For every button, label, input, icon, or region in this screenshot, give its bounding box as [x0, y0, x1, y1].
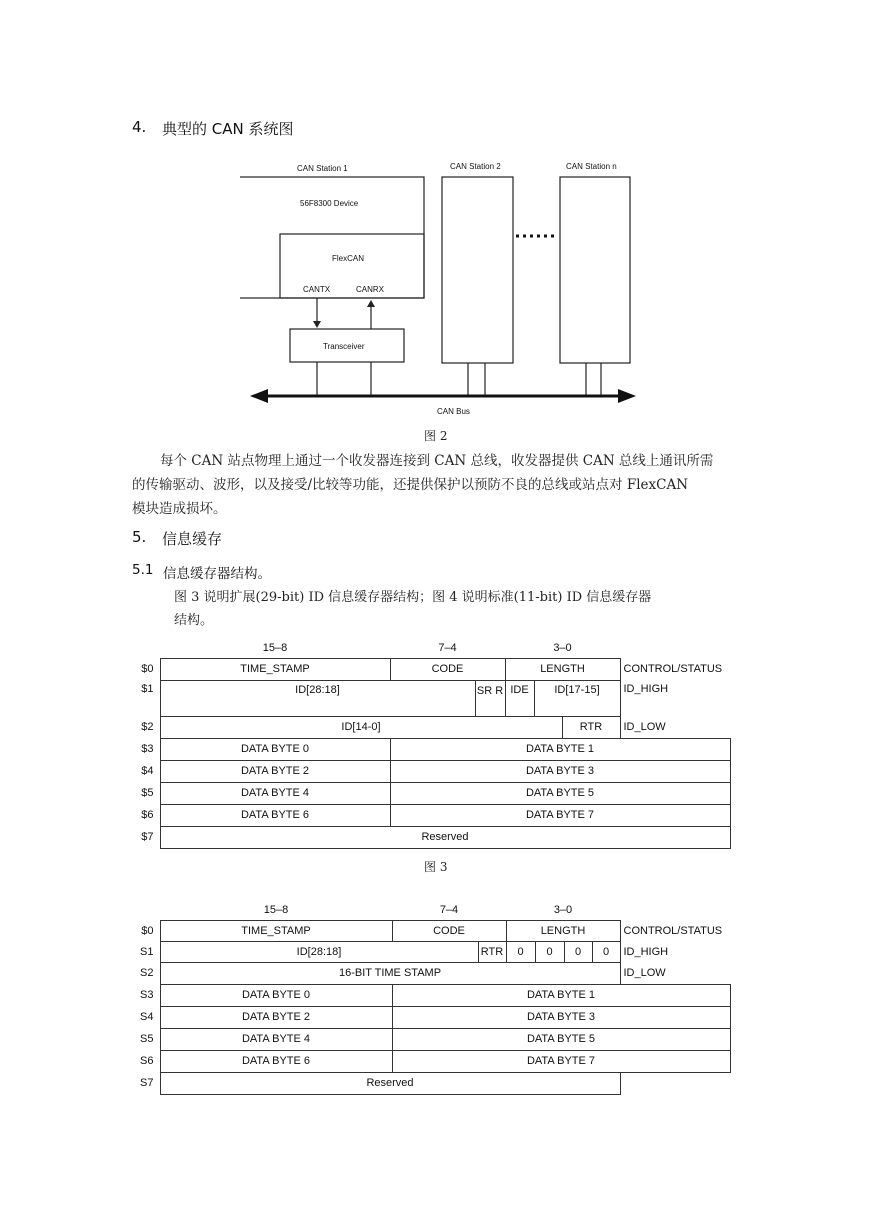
table-row [120, 1006, 731, 1028]
figure-3-caption: 图 3 [424, 860, 448, 874]
data-byte-cell: DATA BYTE 0 [160, 738, 390, 760]
row-label: CONTROL/STATUS [623, 663, 723, 675]
row-address: S3 [140, 989, 154, 1001]
table-row [120, 658, 731, 680]
id-17-15-cell: ID[17-15] [534, 680, 620, 716]
section-5-1-desc-line-1: 图 3 说明扩展(29-bit) ID 信息缓存器结构；图 4 说明标准(11-bit) ID 信息缓存器 [174, 590, 652, 605]
reserved-cell: Reserved [160, 1072, 620, 1094]
table-row [120, 716, 731, 738]
row-address: S2 [140, 967, 154, 979]
row-address: $6 [141, 809, 154, 821]
data-byte-cell: DATA BYTE 6 [160, 1050, 392, 1072]
code-cell: CODE [390, 658, 505, 680]
station1-label: CAN Station 1 [297, 164, 348, 173]
id-high-cell: ID[28:18] [160, 680, 475, 716]
header-15-8: 15–8 [262, 641, 288, 654]
cantx-label: CANTX [303, 285, 331, 294]
data-byte-cell: DATA BYTE 3 [390, 760, 730, 782]
row-label: ID_HIGH [623, 945, 669, 958]
data-byte-cell: DATA BYTE 4 [160, 1028, 392, 1050]
row-address: S1 [140, 945, 154, 958]
code-cell: CODE [392, 920, 506, 941]
section-4-number: 4. [132, 118, 147, 136]
section-5-1-title: 信息缓存器结构。 [163, 566, 271, 582]
bit-header-row [120, 638, 731, 658]
table-row [120, 920, 731, 941]
data-byte-cell: DATA BYTE 0 [160, 984, 392, 1006]
bus-label: CAN Bus [437, 407, 470, 416]
table-row [120, 1072, 731, 1094]
row-address: $5 [141, 787, 154, 799]
data-byte-cell: DATA BYTE 3 [392, 1006, 730, 1028]
canrx-arrow-icon [367, 300, 375, 307]
table-row [120, 826, 731, 848]
table-row [120, 941, 731, 962]
id-low-cell: ID[14-0] [160, 716, 562, 738]
paragraph-line-3: 模块造成损坏。 [132, 501, 227, 517]
row-address: $0 [141, 924, 154, 937]
id-high-cell: ID[28:18] [160, 941, 478, 962]
srr-cell: SR R [475, 680, 505, 716]
cantx-arrow-icon [313, 321, 321, 328]
section-5-1-number: 5.1 [132, 562, 154, 578]
row-address: $7 [141, 831, 154, 843]
canrx-label: CANRX [356, 285, 385, 294]
row-label: CONTROL/STATUS [623, 924, 723, 937]
row-address: $4 [141, 765, 154, 777]
data-byte-cell: DATA BYTE 4 [160, 782, 390, 804]
device-box [240, 177, 424, 298]
row-address: $1 [141, 683, 154, 695]
row-address: S5 [140, 1033, 154, 1045]
bit-header-row [120, 900, 731, 920]
data-byte-cell: DATA BYTE 6 [160, 804, 390, 826]
header-7-4: 7–4 [439, 903, 459, 916]
section-5-title: 信息缓存 [162, 530, 223, 548]
table-row [120, 984, 731, 1006]
row-address: S7 [140, 1077, 154, 1089]
flexcan-box [280, 234, 424, 298]
rtr-cell: RTR [562, 716, 620, 738]
table-row [120, 1028, 731, 1050]
data-byte-cell: DATA BYTE 1 [392, 984, 730, 1006]
rtr-cell: RTR [478, 941, 506, 962]
time-stamp-cell: TIME_STAMP [160, 658, 390, 680]
stationn-label: CAN Station n [566, 162, 617, 171]
row-address: $2 [141, 721, 154, 733]
bus-left-arrow-icon [250, 389, 268, 403]
paragraph-line-1: 每个 CAN 站点物理上通过一个收发器连接到 CAN 总线，收发器提供 CAN 总线上通讯所需 [160, 453, 714, 469]
header-15-8: 15–8 [263, 903, 289, 916]
zero-bit-cell: 0 [535, 941, 564, 962]
time-stamp-16bit-cell: 16-BIT TIME STAMP [160, 962, 620, 984]
row-label: ID_LOW [623, 720, 666, 733]
device-label: 56F8300 Device [300, 199, 359, 208]
table-row [120, 680, 731, 716]
data-byte-cell: DATA BYTE 2 [160, 760, 390, 782]
standard-id-buffer-table [120, 900, 731, 1095]
bus-right-arrow-icon [618, 389, 636, 403]
section-5-1-desc-line-2: 结构。 [174, 613, 214, 628]
length-cell: LENGTH [505, 658, 620, 680]
transceiver-label: Transceiver [323, 342, 365, 351]
row-address: S6 [140, 1055, 154, 1067]
flexcan-label: FlexCAN [332, 254, 365, 263]
header-3-0: 3–0 [553, 641, 572, 654]
zero-bit-cell: 0 [592, 941, 620, 962]
row-label: ID_HIGH [623, 683, 669, 695]
header-3-0: 3–0 [553, 903, 573, 916]
data-byte-cell: DATA BYTE 2 [160, 1006, 392, 1028]
can-system-diagram [240, 155, 650, 430]
header-7-4: 7–4 [438, 641, 457, 654]
table-row [120, 760, 731, 782]
row-address: $0 [141, 663, 154, 675]
table-row [120, 738, 731, 760]
ide-cell: IDE [505, 680, 534, 716]
data-byte-cell: DATA BYTE 7 [390, 804, 730, 826]
data-byte-cell: DATA BYTE 7 [392, 1050, 730, 1072]
row-label: ID_LOW [623, 966, 666, 979]
table-row [120, 962, 731, 984]
table-row [120, 804, 731, 826]
station2-label: CAN Station 2 [450, 162, 501, 171]
table-row [120, 1050, 731, 1072]
paragraph-line-2: 的传输驱动、波形，以及接受/比较等功能，还提供保护以预防不良的总线或站点对 FlexCAN [132, 477, 689, 493]
row-address: $3 [141, 743, 154, 755]
section-5-number: 5. [132, 528, 147, 546]
data-byte-cell: DATA BYTE 5 [392, 1028, 730, 1050]
table-row [120, 782, 731, 804]
length-cell: LENGTH [506, 920, 620, 941]
time-stamp-cell: TIME_STAMP [160, 920, 392, 941]
zero-bit-cell: 0 [564, 941, 592, 962]
row-address: S4 [140, 1011, 154, 1023]
section-4-title: 典型的 CAN 系统图 [162, 120, 294, 138]
data-byte-cell: DATA BYTE 5 [390, 782, 730, 804]
zero-bit-cell: 0 [506, 941, 535, 962]
station2-box [442, 177, 513, 363]
data-byte-cell: DATA BYTE 1 [390, 738, 730, 760]
stationn-box [560, 177, 630, 363]
reserved-cell: Reserved [160, 826, 730, 848]
extended-id-buffer-table [120, 638, 731, 849]
figure-2-caption: 图 2 [424, 429, 448, 443]
